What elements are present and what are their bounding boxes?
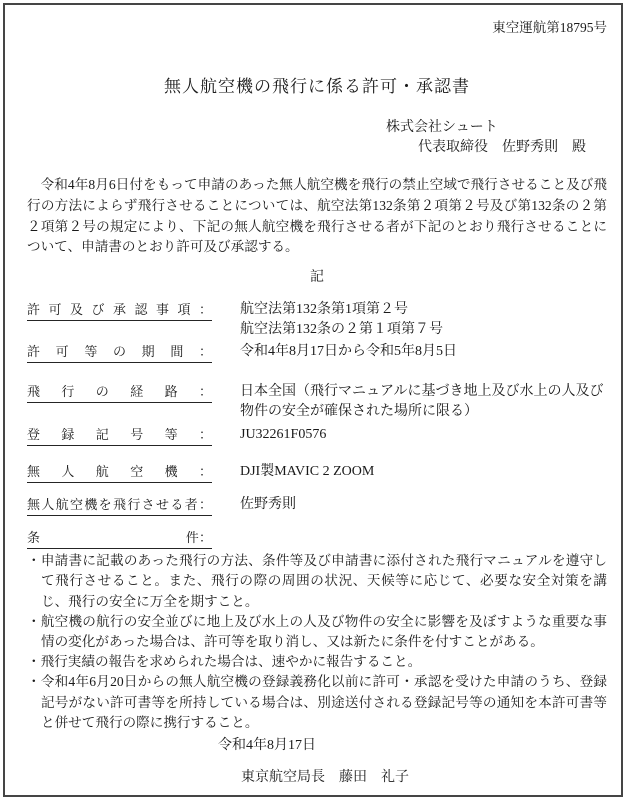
- bullet-glyph: ・: [27, 553, 41, 569]
- field-label-flight-route: 飛行の経路：: [27, 382, 212, 403]
- condition-item: [27, 652, 607, 672]
- condition-item: [27, 672, 607, 733]
- addressee-company: 株式会社シュート: [386, 120, 498, 135]
- document-number: 東空運航第18795号: [492, 20, 607, 35]
- condition-text: 航空機の航行の安全並びに地上及び水上の人及び物件の安全に影響を及ぼすような重要な事情の変化があった場合は、許可等を取り消し、又は新たに条件を付すことがある。: [40, 613, 608, 649]
- addressee-block: [27, 118, 607, 158]
- document-content: [3, 3, 623, 797]
- bullet-glyph: ・: [27, 654, 41, 670]
- field-value-permission-period: 令和4年8月17日から令和5年8月5日: [240, 344, 457, 360]
- field-label-permission-items: 許可及び承認事項：: [27, 300, 212, 321]
- condition-text: 令和4年6月20日からの無人航空機の登録義務化以前に許可・承認を受けた申請のうち、登録記号がない許可書等を所持している場合は、別途送付される登録記号等の通知を本許可書等と併せて飛行の際に携行すること。: [40, 674, 608, 730]
- field-row-registration-id: [27, 425, 607, 446]
- document-title: 無人航空機の飛行に係る許可・承認書: [164, 77, 470, 96]
- condition-text: 飛行実績の報告を求められた場合は、速やかに報告すること。: [40, 654, 422, 670]
- record-marker: 記: [310, 270, 324, 286]
- field-label-uav-model: 無人航空機：: [27, 462, 212, 483]
- field-row-permission-items: [27, 300, 607, 339]
- body-paragraph: 令和4年8月6日付をもって申請のあった無人航空機を飛行の禁止空域で飛行させること及び飛行の方法によらず飛行させることについては、航空法第132条第２項第２号及び第132条の２第２項第２号の規定により、下記の無人航空機を飛行させる者が下記のとおり飛行させることについて、申請書のとおり許可及び承認する。: [27, 177, 607, 255]
- field-value-line: 航空法第132条第1項第２号: [240, 302, 408, 318]
- issuer-signature: 東京航空局長 藤田 礼子: [241, 770, 409, 786]
- field-row-flight-route: [27, 382, 607, 421]
- addressee-person: 代表取締役 佐野秀則 殿: [418, 140, 586, 155]
- field-label-permission-period: 許可等の期間：: [27, 342, 212, 363]
- field-row-conditions: [27, 528, 607, 549]
- field-value-permission-items: [240, 300, 607, 339]
- field-value-line: 航空法第132条の２第１項第７号: [240, 321, 443, 337]
- field-label-conditions: 条 件：: [27, 528, 212, 549]
- field-row-uav-operator: [27, 495, 607, 516]
- field-value-uav-operator: 佐野秀則: [240, 497, 296, 513]
- field-row-uav-model: [27, 462, 607, 483]
- condition-text: 申請書に記載のあった飛行の方法、条件等及び申請書に添付された飛行マニュアルを遵守して飛行させること。また、飛行の際の周囲の状況、天候等に応じて、必要な安全対策を講じ、飛行の安全に万全を期すこと。: [40, 553, 608, 609]
- conditions-list: [27, 551, 607, 733]
- field-value-registration-id: JU32261F0576: [240, 427, 327, 443]
- field-value-flight-route: 日本全国（飛行マニュアルに基づき地上及び水上の人及び物件の安全が確保された場所に限る）: [240, 384, 604, 419]
- field-value-uav-model: DJI製MAVIC 2 ZOOM: [240, 464, 375, 480]
- fields-section: [27, 300, 607, 549]
- field-label-uav-operator: 無人航空機を飛行させる者：: [27, 495, 212, 516]
- issue-date: 令和4年8月17日: [218, 738, 316, 754]
- condition-item: [27, 551, 607, 612]
- field-row-permission-period: [27, 342, 607, 363]
- condition-item: [27, 612, 607, 652]
- bullet-glyph: ・: [27, 613, 41, 629]
- bullet-glyph: ・: [27, 674, 41, 690]
- field-label-registration-id: 登録記号等：: [27, 425, 212, 446]
